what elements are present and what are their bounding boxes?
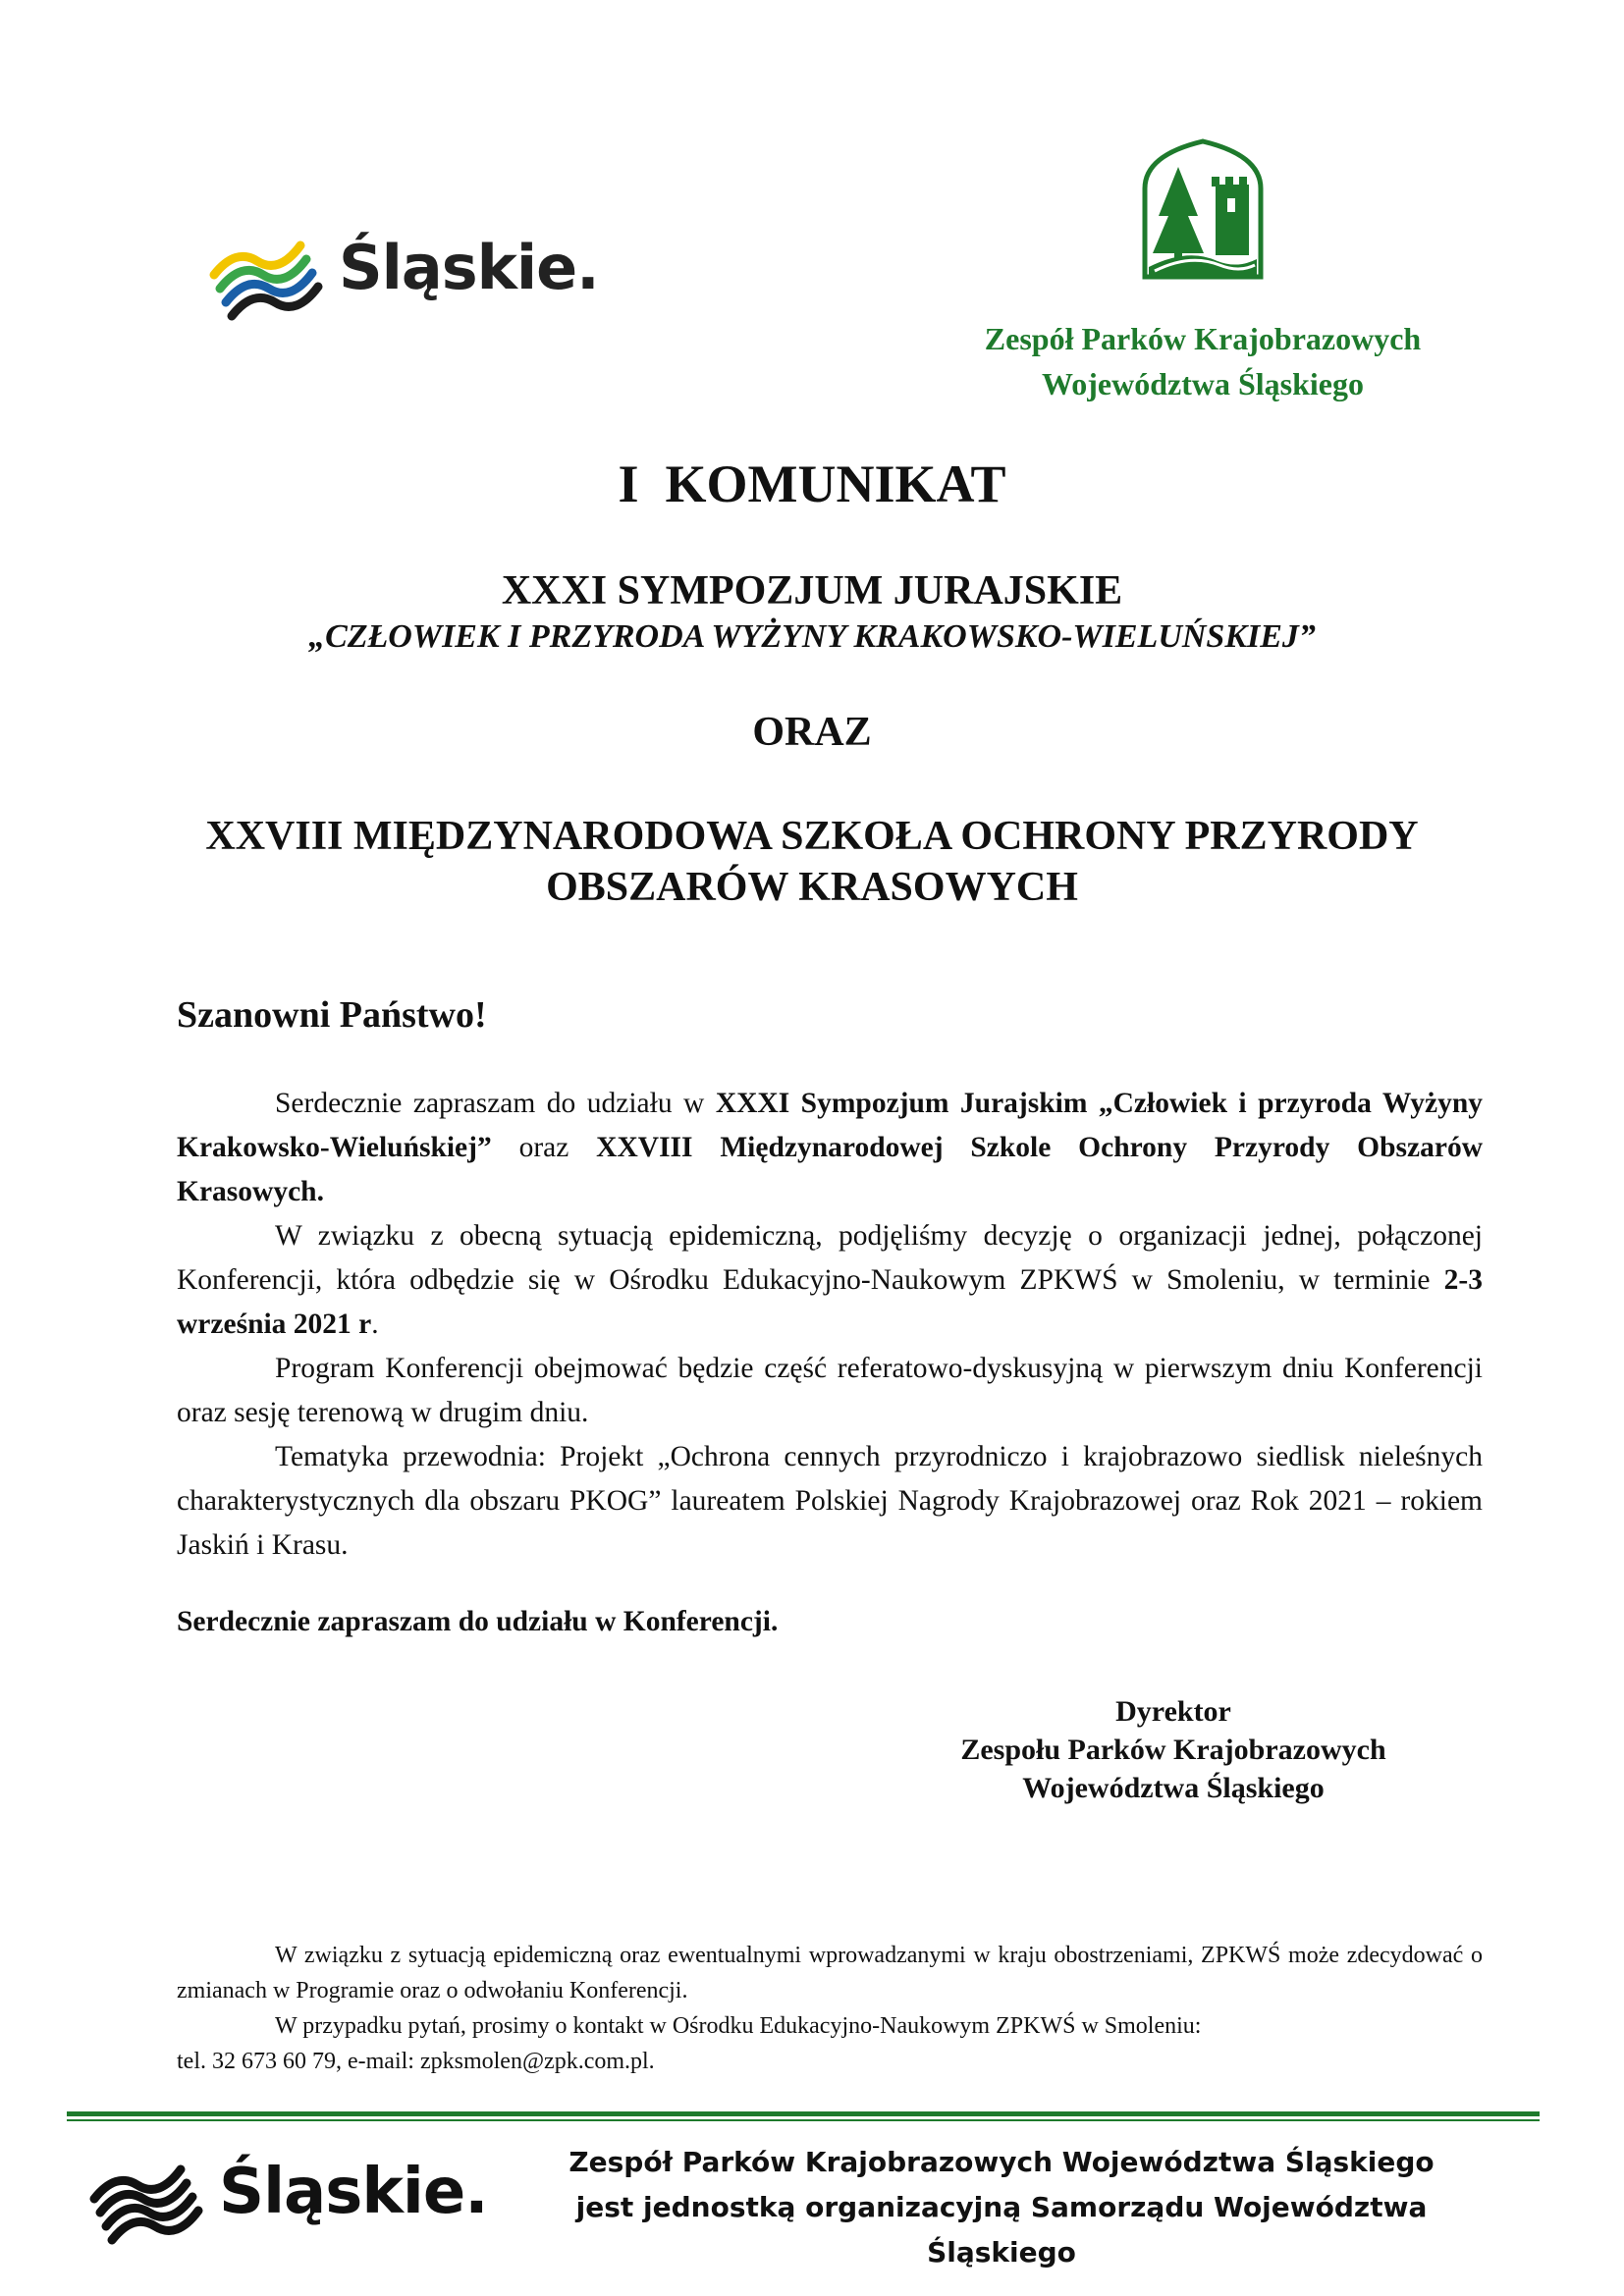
paragraph-invitation xyxy=(177,1082,1483,1214)
signature-line1: Dyrektor xyxy=(1115,1695,1231,1728)
zpk-emblem xyxy=(1139,137,1267,280)
text-span: Serdecznie zapraszam do udziału w xyxy=(275,1088,716,1119)
zpk-name-line2: Województwa Śląskiego xyxy=(1042,366,1364,401)
paragraph-program: Program Konferencji obejmować będzie część referatowo-dyskusyjną w pierwszym dniu Konferencji oraz sesję terenową w drugim dniu. xyxy=(177,1353,1483,1428)
slaskie-logo-text: Śląskie. xyxy=(339,232,599,303)
school-title-line2: OBSZARÓW KRASOWYCH xyxy=(546,865,1078,910)
closing-line: Serdecznie zapraszam do udziału w Konferencji. xyxy=(177,1606,779,1637)
tree-tower-icon xyxy=(1139,137,1267,280)
text-span: . xyxy=(371,1308,379,1340)
slaskie-wave-icon xyxy=(206,228,334,326)
footer-text xyxy=(530,2140,1473,2275)
school-name-bold: XXVIII Międzynarodowej Szkole Ochrony Przyrody Obszarów Krasowych. xyxy=(177,1132,1483,1207)
footer-divider xyxy=(67,2111,1540,2116)
conference-date-bold: 2-3 września 2021 r xyxy=(177,1264,1483,1340)
note-contact-intro: W przypadku pytań, prosimy o kontakt w Ośrodku Edukacyjno-Naukowym ZPKWŚ w Smoleniu: xyxy=(275,2013,1202,2039)
footer-logo-text: Śląskie. xyxy=(219,2156,488,2228)
footer-slaskie-logo xyxy=(86,2148,499,2256)
signature-line2: Zespołu Parków Krajobrazowych xyxy=(960,1734,1386,1766)
footer-divider-thin xyxy=(67,2119,1540,2121)
slaskie-logo xyxy=(206,228,619,326)
salutation: Szanowni Państwo! xyxy=(177,994,487,1036)
signature-block xyxy=(864,1692,1483,1807)
paragraph-organization xyxy=(177,1214,1483,1347)
zpk-name-line1: Zespół Parków Krajobrazowych xyxy=(984,321,1422,356)
symposium-name-bold: XXXI Sympozjum Jurajskim „Człowiek i przyroda Wyżyny Krakowsko-Wieluńskiej” xyxy=(177,1088,1483,1163)
zpk-name xyxy=(943,316,1463,406)
letter-body xyxy=(177,1082,1483,1568)
signature-line3: Województwa Śląskiego xyxy=(1022,1772,1325,1804)
page-title: I KOMUNIKAT xyxy=(618,454,1006,513)
note-epidemic: W związku z sytuacją epidemiczną oraz ewentualnymi wprowadzanymi w kraju obostrzeniami, ZPKWŚ może zdecydować o zmianach w Programie oraz o odwołaniu Konferencji. xyxy=(177,1943,1483,2003)
contact-details: tel. 32 673 60 79, e-mail: zpksmolen@zpk.com.pl. xyxy=(177,2049,655,2074)
footer-line1: Zespół Parków Krajobrazowych Województwa Śląskiego xyxy=(568,2146,1435,2178)
symposium-subtitle: „CZŁOWIEK I PRZYRODA WYŻYNY KRAKOWSKO-WIELUŃSKIEJ” xyxy=(308,618,1316,655)
text-span: oraz xyxy=(491,1132,597,1163)
footer-line2: jest jednostką organizacyjną Samorządu Województwa Śląskiego xyxy=(575,2191,1428,2269)
slaskie-wave-mono-icon xyxy=(86,2148,214,2256)
text-span: W związku z obecną sytuacją epidemiczną, podjęliśmy decyzję o organizacji jednej, połączonej Konferencji, która odbędzie się w Ośrodku Edukacyjno-Naukowym ZPKWŚ w Smoleniu, w terminie xyxy=(177,1220,1483,1296)
paragraph-theme: Tematyka przewodnia: Projekt „Ochrona cennych przyrodniczo i krajobrazowo siedlisk nieleśnych charakterystycznych dla obszaru PKOG” laureatem Polskiej Nagrody Krajobrazowej oraz Rok 2021 – rokiem Jaskiń i Krasu. xyxy=(177,1441,1483,1561)
oraz-heading: ORAZ xyxy=(752,710,872,755)
footnote xyxy=(177,1938,1483,2079)
symposium-title: XXXI SYMPOZJUM JURAJSKIE xyxy=(501,568,1123,614)
school-title-line1: XXVIII MIĘDZYNARODOWA SZKOŁA OCHRONY PRZYRODY xyxy=(205,814,1419,859)
